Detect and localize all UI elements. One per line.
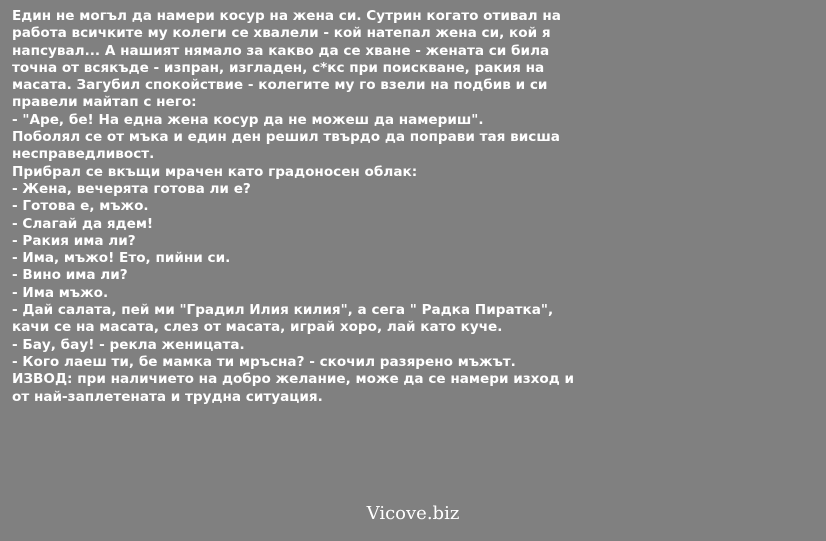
- joke-line: - Има мъжо.: [12, 284, 109, 301]
- joke-line: масата. Загубил спокойствие - колегите му го взели на подбив и си: [12, 77, 548, 94]
- joke-line: - Готова е, мъжо.: [12, 198, 149, 215]
- joke-line: - Ракия има ли?: [12, 232, 136, 249]
- joke-line: - Има, мъжо! Ето, пийни си.: [12, 250, 231, 267]
- joke-line: - Вино има ли?: [12, 267, 128, 284]
- joke-line: точна от всякъде - изпран, изгладен, с*кс при поискване, ракия на: [12, 59, 545, 76]
- joke-line: напсувал... А нашият нямало за какво да се хване - жената си била: [12, 42, 550, 59]
- joke-line: - Бау, бау! - рекла женицата.: [12, 336, 245, 353]
- joke-line: - "Аре, бе! На една жена косур да не можеш да намериш".: [12, 111, 484, 128]
- joke-line: правели майтап с него:: [12, 94, 197, 111]
- joke-line: - Дай салата, пей ми "Градил Илия килия", а сега " Радка Пиратка",: [12, 302, 554, 319]
- joke-line: ИЗВОД: при наличието на добро желание, може да се намери изход и: [12, 371, 574, 388]
- joke-line: Прибрал се вкъщи мрачен като градоносен облак:: [12, 163, 418, 180]
- joke-line: несправедливост.: [12, 146, 155, 163]
- joke-line: качи се на масата, слез от масата, играй хоро, лай като куче.: [12, 319, 503, 336]
- joke-line: - Слагай да ядем!: [12, 215, 154, 232]
- joke-line: Един не могъл да намери косур на жена си. Сутрин когато отивал на: [12, 8, 561, 24]
- joke-line: Поболял се от мъка и един ден решил твърдо да поправи тая висша: [12, 129, 560, 146]
- joke-line: от най-заплетената и трудна ситуация.: [12, 388, 323, 405]
- joke-line: работа всичките му колеги се хвалели - кой натепал жена си, кой я: [12, 25, 551, 42]
- joke-text-block: [12, 8, 822, 406]
- joke-line: - Кого лаеш ти, бе мамка ти мръсна? - скочил разярено мъжът.: [12, 353, 516, 370]
- joke-line: - Жена, вечерята готова ли е?: [12, 180, 251, 197]
- site-watermark: Vicove.biz: [366, 503, 460, 524]
